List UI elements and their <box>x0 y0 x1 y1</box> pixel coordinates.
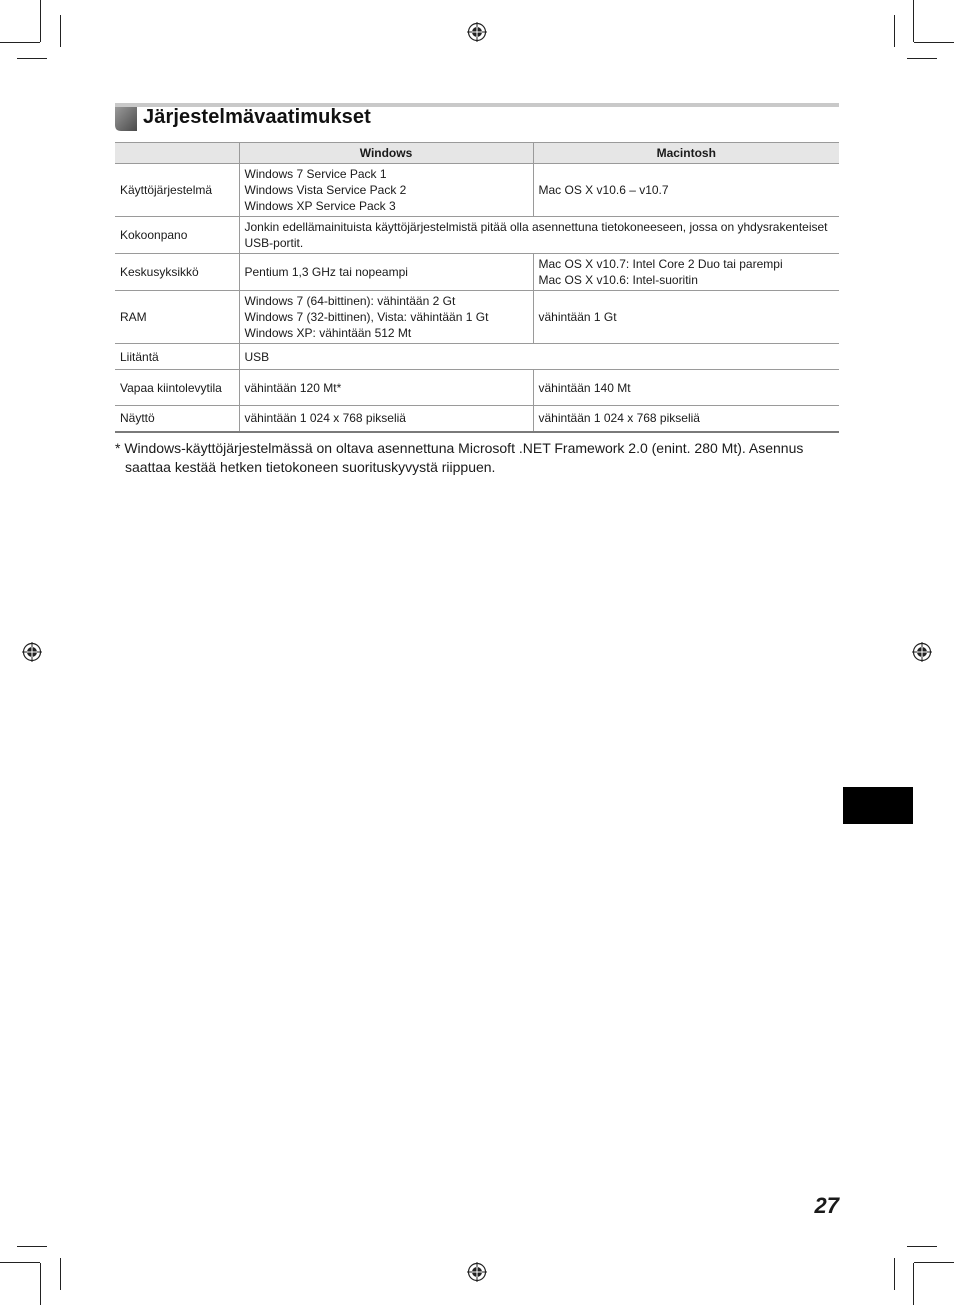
crop-mark <box>907 1246 937 1247</box>
crop-mark <box>17 1246 47 1247</box>
section-tab-icon <box>115 107 137 131</box>
row-label: Kokoonpano <box>115 217 239 254</box>
windows-cell <box>239 406 533 432</box>
cell-line: Mac OS X v10.7: Intel Core 2 Duo tai parempi <box>538 257 783 271</box>
crop-mark <box>913 1263 914 1305</box>
table-row <box>115 291 839 344</box>
combined-cell: USB <box>239 344 839 370</box>
chapter-tab <box>843 787 913 824</box>
table-row <box>115 370 839 406</box>
registration-mark-icon <box>912 642 932 662</box>
crop-mark <box>17 58 47 59</box>
crop-mark <box>913 0 914 42</box>
crop-mark <box>0 42 40 43</box>
table-header-row <box>115 143 839 164</box>
crop-mark <box>907 58 937 59</box>
windows-cell <box>239 370 533 406</box>
crop-mark <box>40 1263 41 1305</box>
combined-cell: Jonkin edellämainituista käyttöjärjestelmistä pitää olla asennettuna tietokoneeseen, jossa on yhdysrakenteiset USB-portit. <box>239 217 839 254</box>
cell-line: Windows XP Service Pack 3 <box>244 199 396 213</box>
cell-line: vähintään 120 Mt* <box>244 380 342 395</box>
cell-line: Windows 7 (64-bittinen): vähintään 2 Gt <box>244 294 456 308</box>
mac-cell <box>533 406 839 432</box>
crop-mark <box>40 0 41 42</box>
crop-mark <box>894 15 895 47</box>
cell-line: Windows 7 Service Pack 1 <box>244 167 387 181</box>
row-label: Liitäntä <box>115 344 239 370</box>
cell-line: vähintään 1 Gt <box>538 310 617 324</box>
mac-cell <box>533 291 839 344</box>
cell-line: Mac OS X v10.6: Intel-suoritin <box>538 273 698 287</box>
windows-cell <box>239 164 533 217</box>
crop-mark <box>914 1262 954 1263</box>
cell-line: vähintään 140 Mt <box>538 380 631 395</box>
windows-cell <box>239 291 533 344</box>
table-row <box>115 406 839 432</box>
row-label: Keskusyksikkö <box>115 254 239 291</box>
footnote: * Windows-käyttöjärjestelmässä on oltava asennettuna Microsoft .NET Framework 2.0 (enint. 280 Mt). Asennus saattaa kestää hetken tietokoneen suorituskyvystä riippuen. <box>115 440 804 475</box>
page-number: 27 <box>814 1193 839 1218</box>
windows-cell <box>239 254 533 291</box>
table-header-cell <box>115 143 239 164</box>
section-title: Järjestelmävaatimukset <box>143 106 371 128</box>
mac-cell <box>533 254 839 291</box>
row-label: Näyttö <box>115 406 239 432</box>
crop-mark <box>60 1258 61 1290</box>
registration-mark-icon <box>467 22 487 42</box>
registration-mark-icon <box>22 642 42 662</box>
mac-cell <box>533 164 839 217</box>
row-label: Vapaa kiintolevytila <box>115 370 239 406</box>
table-row <box>115 217 839 254</box>
cell-line: vähintään 1 024 x 768 pikseliä <box>538 411 700 426</box>
row-label: Käyttöjärjestelmä <box>115 164 239 217</box>
table-header-macintosh: Macintosh <box>533 143 839 164</box>
cell-line: Mac OS X v10.6 – v10.7 <box>538 183 669 197</box>
crop-mark <box>894 1258 895 1290</box>
registration-mark-icon <box>467 1262 487 1282</box>
cell-line: Windows XP: vähintään 512 Mt <box>244 326 412 340</box>
cell-line: Windows 7 (32-bittinen), Vista: vähintään 1 Gt <box>244 310 489 324</box>
cell-line: Windows Vista Service Pack 2 <box>244 183 407 197</box>
crop-mark <box>0 1262 40 1263</box>
cell-line: vähintään 1 024 x 768 pikseliä <box>244 411 406 426</box>
table-row <box>115 164 839 217</box>
table-row <box>115 344 839 370</box>
table-row <box>115 254 839 291</box>
crop-mark <box>60 15 61 47</box>
crop-mark <box>914 42 954 43</box>
table-header-windows: Windows <box>239 143 533 164</box>
mac-cell <box>533 370 839 406</box>
cell-line: Pentium 1,3 GHz tai nopeampi <box>244 265 408 279</box>
system-requirements-table <box>115 142 839 433</box>
row-label: RAM <box>115 291 239 344</box>
